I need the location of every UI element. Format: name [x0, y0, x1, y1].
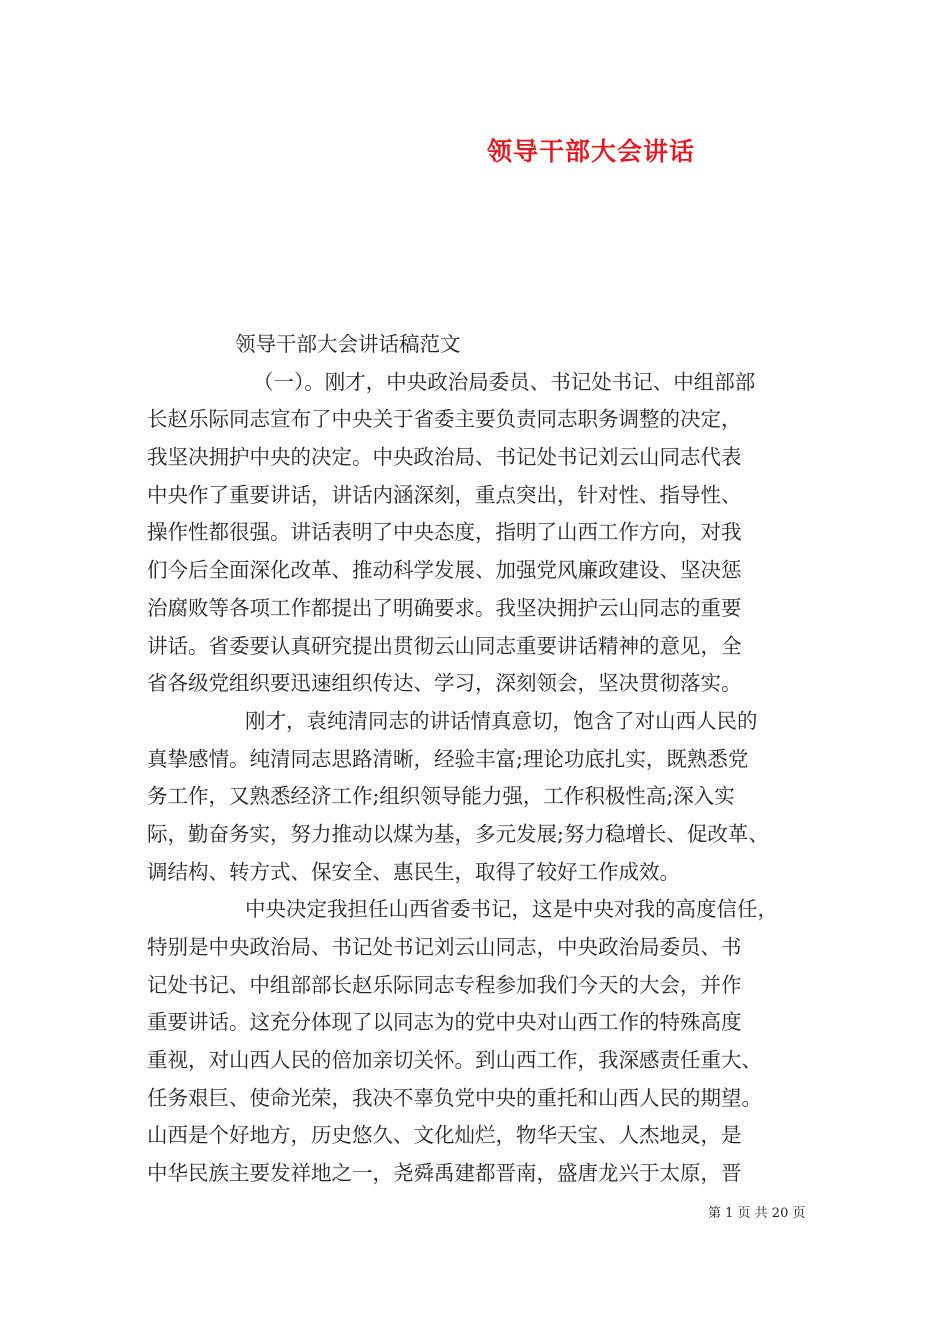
paragraph-line: 中华民族主要发祥地之一，尧舜禹建都晋南，盛唐龙兴于太原，晋 — [147, 1161, 742, 1186]
paragraph-line: 调结构、转方式、保安全、惠民生，取得了较好工作成效。 — [147, 859, 680, 884]
paragraph-line: 们今后全面深化改革、推动科学发展、加强党风廉政建设、坚决惩 — [147, 558, 742, 583]
paragraph-line: 真挚感情。纯清同志思路清晰，经验丰富;理论功底扎实，既熟悉党 — [147, 746, 749, 771]
paragraph-line: 重要讲话。这充分体现了以同志为的党中央对山西工作的特殊高度 — [147, 1010, 742, 1035]
page-number-footer: 第 1 页 共 20 页 — [708, 1206, 806, 1221]
document-body — [147, 326, 807, 1193]
paragraph-line: 操作性都很强。讲话表明了中央态度，指明了山西工作方向，对我 — [147, 520, 742, 545]
paragraph-line: 中央作了重要讲话，讲话内涵深刻，重点突出，针对性、指导性、 — [147, 482, 742, 507]
document-title: 领导干部大会讲话 — [487, 137, 696, 166]
paragraph-line: 刚才，袁纯清同志的讲话情真意切，饱含了对山西人民的 — [245, 708, 758, 733]
paragraph-line: 山西是个好地方，历史悠久、文化灿烂，物华天宝、人杰地灵，是 — [147, 1123, 742, 1148]
paragraph-line: 记处书记、中组部部长赵乐际同志专程参加我们今天的大会，并作 — [147, 972, 742, 997]
paragraph-line: 重视，对山西人民的倍加亲切关怀。到山西工作，我深感责任重大、 — [147, 1048, 762, 1073]
paragraph-line: 际，勤奋务实，努力推动以煤为基，多元发展;努力稳增长、促改革、 — [147, 821, 769, 846]
subtitle-line: 领导干部大会讲话稿范文 — [235, 332, 461, 356]
paragraph-line: 省各级党组织要迅速组织传达、学习，深刻领会，坚决贯彻落实。 — [147, 671, 742, 696]
paragraph-line: 特别是中央政治局、书记处书记刘云山同志，中央政治局委员、书 — [147, 935, 742, 959]
paragraph-line: 中央决定我担任山西省委书记，这是中央对我的高度信任， — [245, 897, 778, 922]
paragraph-line: 任务艰巨、使命光荣，我决不辜负党中央的重托和山西人民的期望。 — [147, 1085, 762, 1110]
paragraph-line: 务工作，又熟悉经济工作;组织领导能力强，工作积极性高;深入实 — [147, 784, 735, 809]
paragraph-line: 长赵乐际同志宣布了中央关于省委主要负责同志职务调整的决定， — [147, 407, 742, 432]
paragraph-line: 我坚决拥护中央的决定。中央政治局、书记处书记刘云山同志代表 — [147, 445, 742, 470]
paragraph-line: （一）。刚才，中央政治局委员、书记处书记、中组部部 — [253, 369, 756, 394]
paragraph-line: 讲话。省委要认真研究提出贯彻云山同志重要讲话精神的意见，全 — [147, 633, 742, 658]
paragraph-line: 治腐败等各项工作都提出了明确要求。我坚决拥护云山同志的重要 — [147, 595, 742, 620]
